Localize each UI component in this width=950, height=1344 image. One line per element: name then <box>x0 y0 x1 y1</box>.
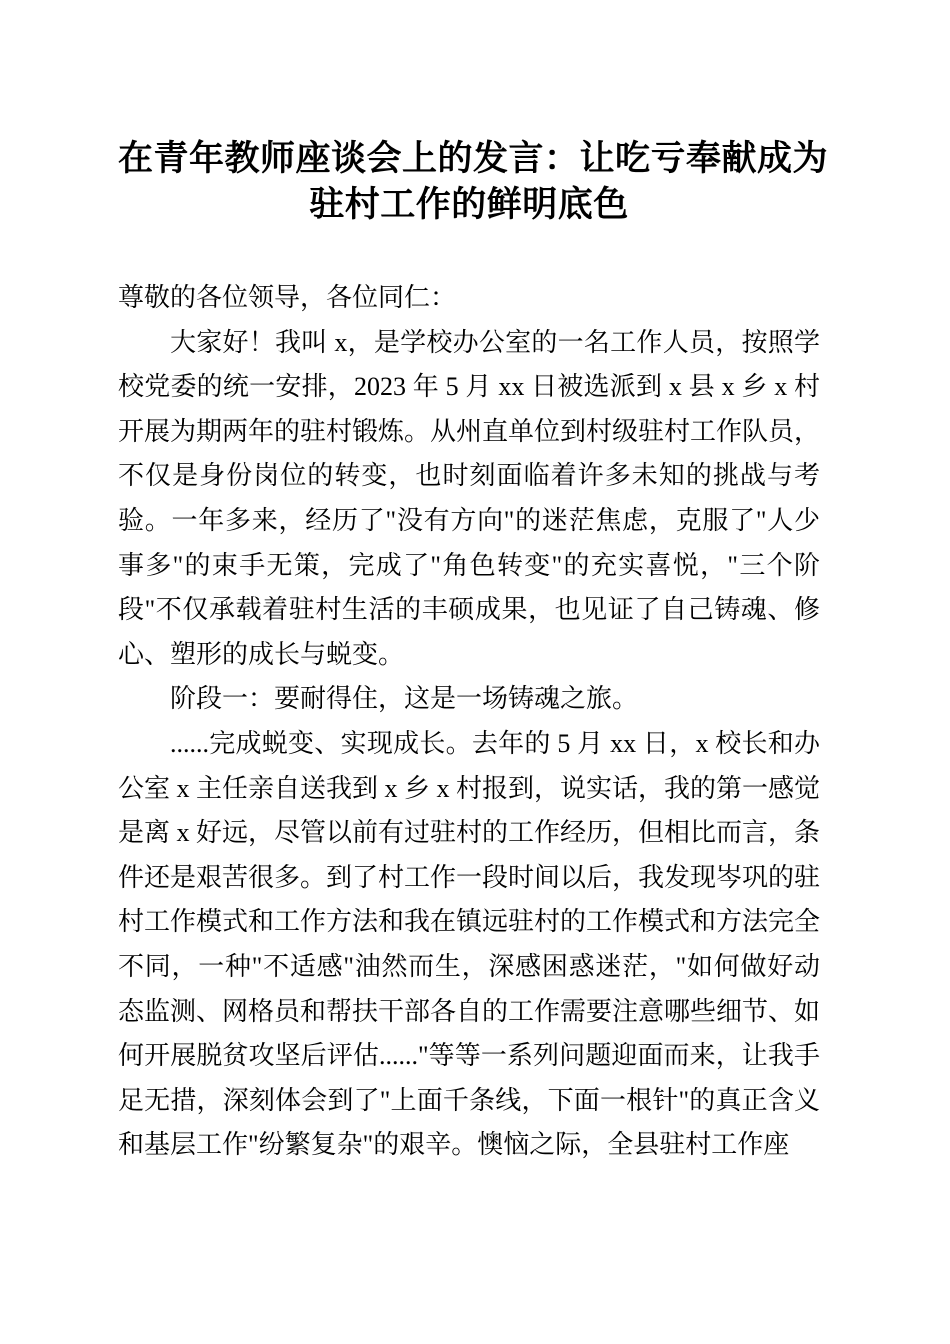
document-body <box>118 276 820 1168</box>
paragraph: ......完成蜕变、实现成长。去年的 5 月 xx 日，x 校长和办公室 x 主任亲自送我到 x 乡 x 村报到，说实话，我的第一感觉是离 x 好远，尽管以前有过驻村的工作经历，但相比而言，条件还是艰苦很多。到了村工作一段时间以后，我发现岑巩的驻村工作模式和工作方法和我在镇远驻村的工作模式和方法完全不同，一种"不适感"油然而生，深感困惑迷茫，"如何做好动态监测、网格员和帮扶干部各自的工作需要注意哪些细节、如何开展脱贫攻坚后评估......"等等一系列问题迎面而来，让我手足无措，深刻体会到了"上面千条线，下面一根针"的真正含义和基层工作"纷繁复杂"的艰辛。懊恼之际，全县驻村工作座 <box>118 728 821 1160</box>
title-line-2: 驻村工作的鲜明底色 <box>309 185 629 224</box>
title-line-1: 在青年教师座谈会上的发言：让吃亏奉献成为 <box>118 139 829 178</box>
paragraph: 尊敬的各位领导，各位同仁： <box>118 283 457 312</box>
paragraph: 阶段一：要耐得住，这是一场铸魂之旅。 <box>170 684 639 714</box>
document-title <box>118 136 829 228</box>
paragraph: 大家好！我叫 x，是学校办公室的一名工作人员，按照学校党委的统一安排，2023 年 5 月 xx 日被选派到 x 县 x 乡 x 村开展为期两年的驻村锻炼。从州直单位到村级驻村工作队员，不仅是身份岗位的转变，也时刻面临着许多未知的挑战与考验。一年多来，经历了"没有方向"的迷茫焦虑，克服了"人少事多"的束手无策，完成了"角色转变"的充实喜悦，"三个阶段"不仅承载着驻村生活的丰硕成果，也见证了自己铸魂、修心、塑形的成长与蜕变。 <box>118 327 821 669</box>
